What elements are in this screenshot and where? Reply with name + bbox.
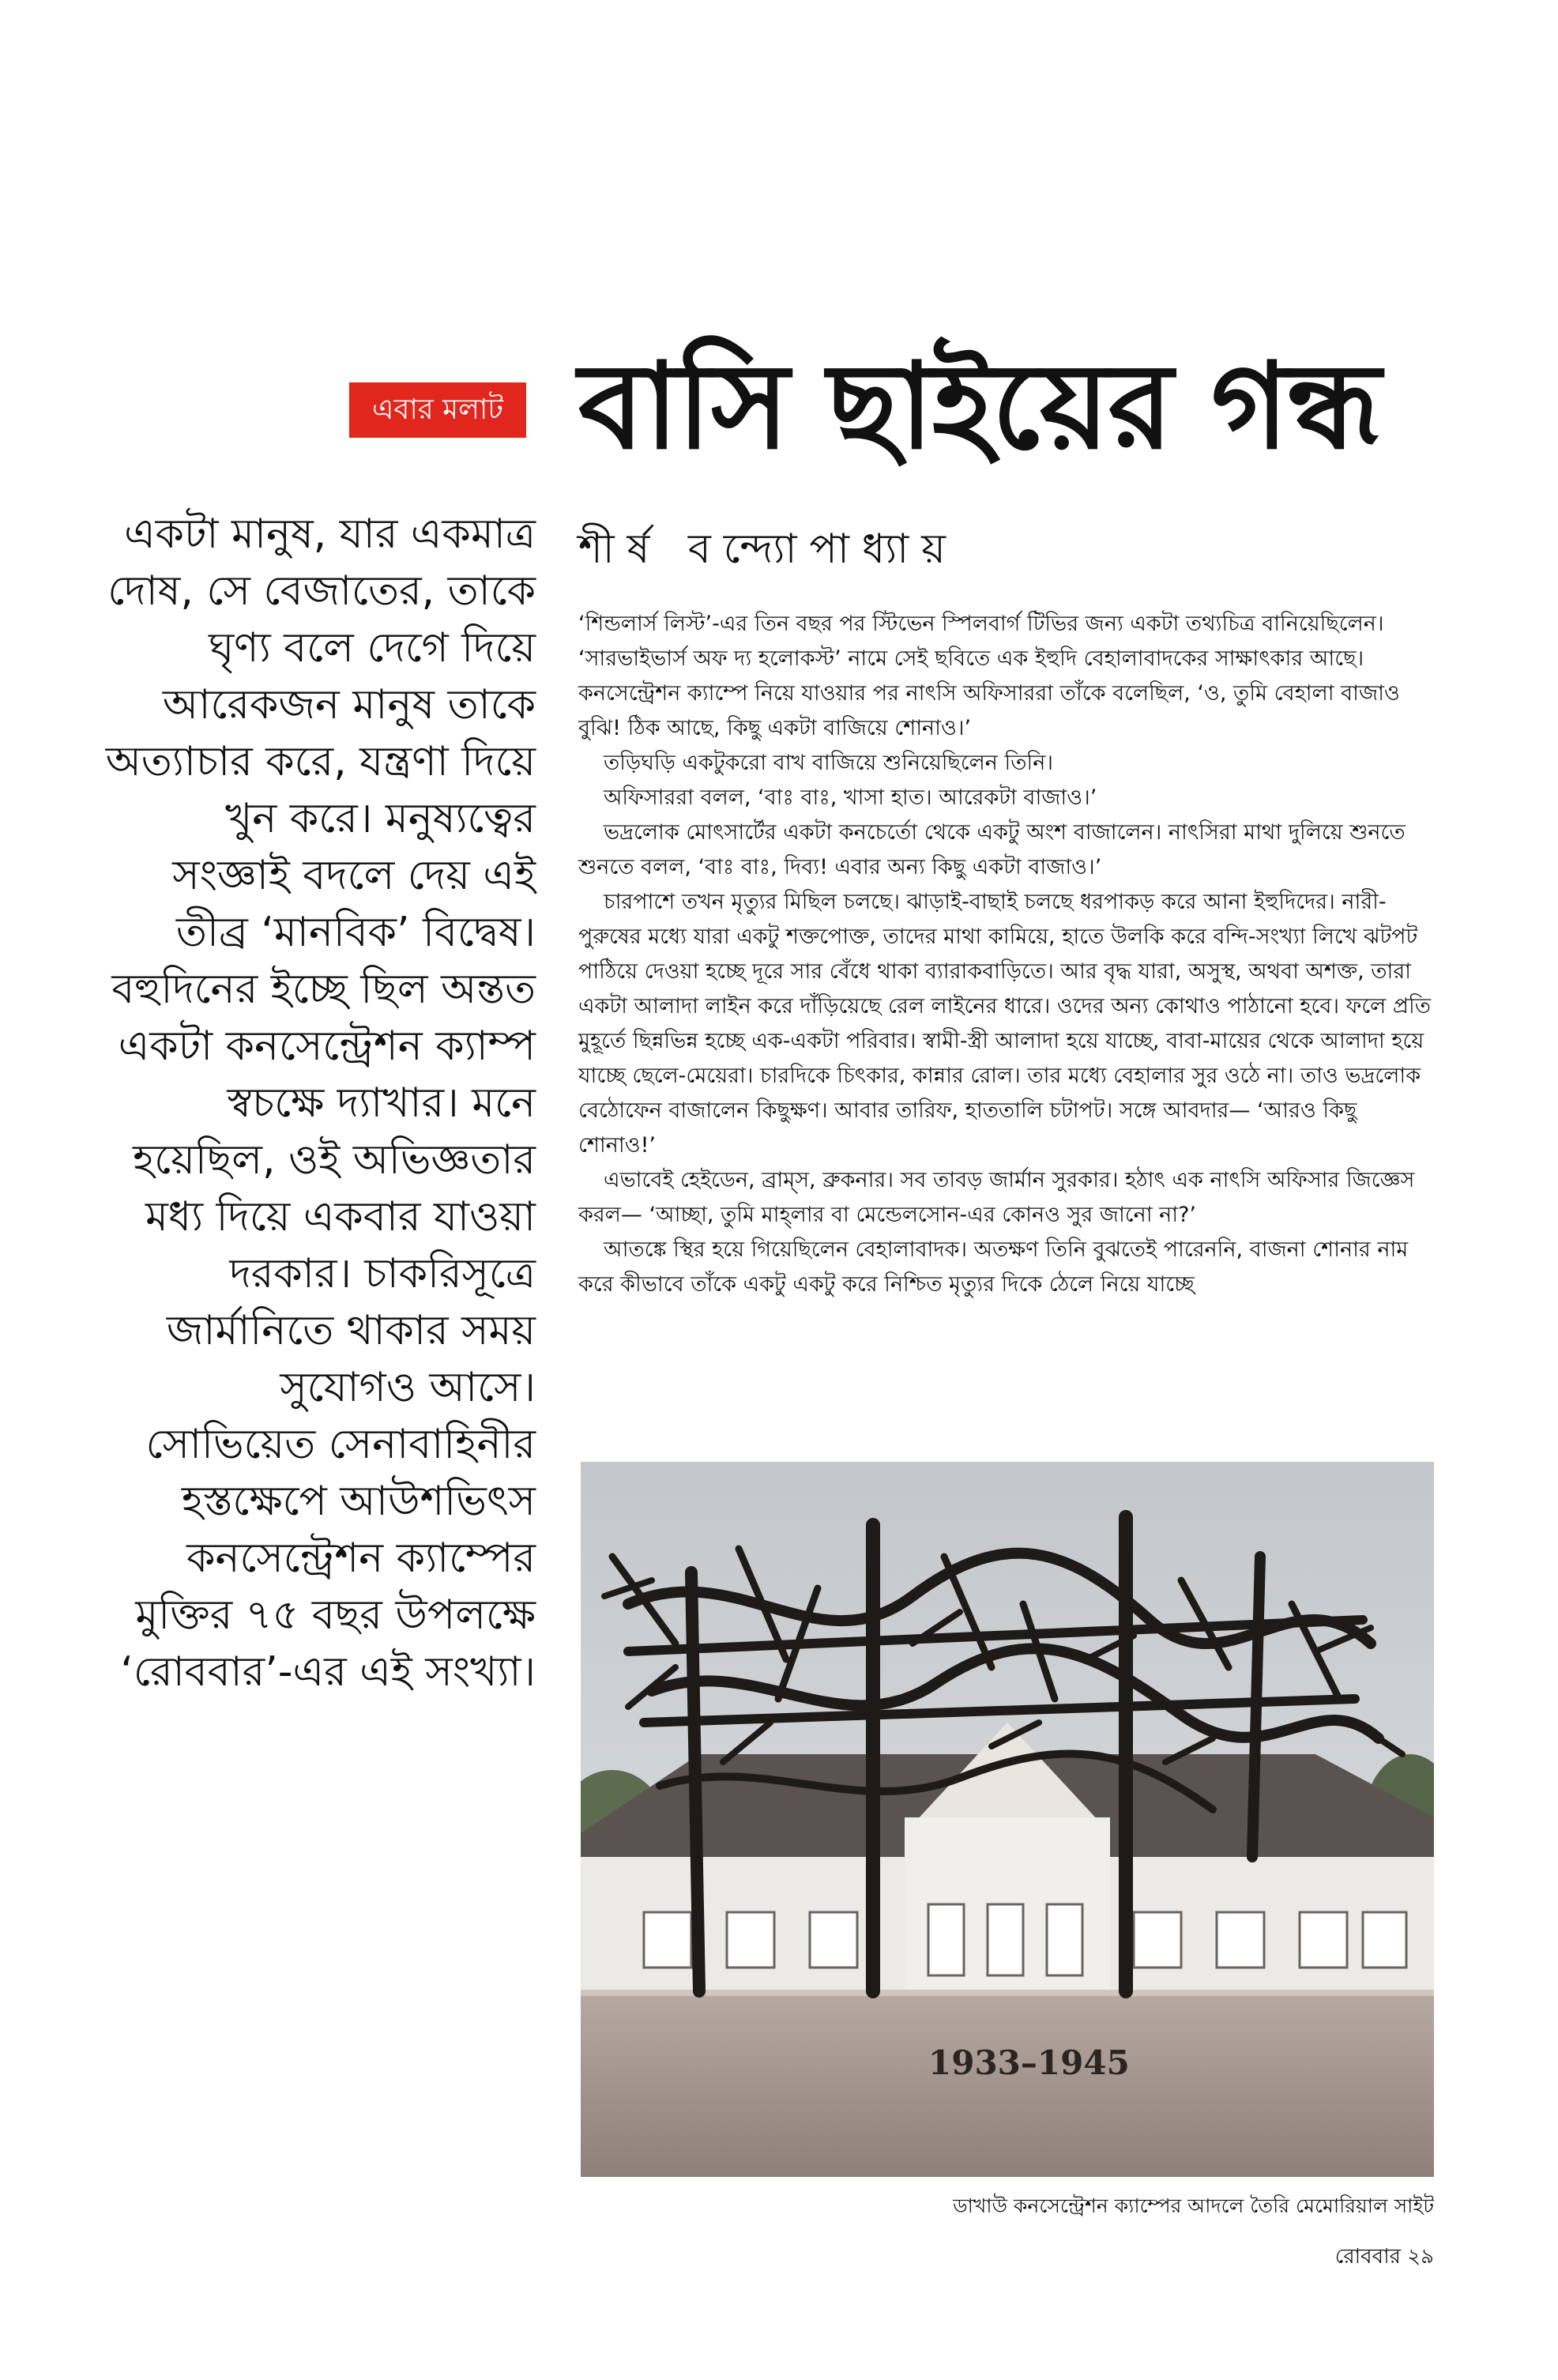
page-number: রোববার ২৯ — [1334, 2245, 1434, 2269]
article-body — [578, 607, 1432, 1302]
body-paragraph: তড়িঘড়ি একটুকরো বাখ বাজিয়ে শুনিয়েছিলেন তিনি। — [604, 751, 1053, 775]
section-badge: এবার মলাট — [349, 382, 526, 438]
memorial-photo — [581, 1462, 1434, 2177]
intro-standfirst: একটা মানুষ, যার একমাত্র দোষ, সে বেজাতের, তাকে ঘৃণ্য বলে দেগে দিয়ে আরেকজন মানুষ তাকে অত্যাচার করে, যন্ত্রণা দিয়ে খুন করে। মনুষ্যত্বের সংজ্ঞাই বদলে দেয় এই তীব্র ‘মানবিক’ বিদ্বেষ। বহুদিনের ইচ্ছে ছিল অন্তত একটা কনসেন্ট্রেশন ক্যাম্প স্বচক্ষে দ্যাখার। মনে হয়েছিল, ওই অভিজ্ঞতার মধ্য দিয়ে একবার যাওয়া দরকার। চাকরিসূত্রে জার্মানিতে থাকার সময় সুযোগও আসে। সোভিয়েত সেনাবাহিনীর হস্তক্ষেপে আউশভিৎস কনসেন্ট্রেশন ক্যাম্পের মুক্তির ৭৫ বছর উপলক্ষে ‘রোববার’-এর এই সংখ্যা। — [105, 510, 536, 1696]
body-paragraph: চারপাশে তখন মৃত্যুর মিছিল চলছে। ঝাড়াই-বাছাই চলছে ধরপাকড় করে আনা ইহুদিদের। নারী-পুরুষের মধ্যে যারা একটু শক্তপোক্ত, তাদের মাথা কামিয়ে, হাতে উলকি করে বন্দি-সংখ্যা লিখে ঝটপট পাঠিয়ে দেওয়া হচ্ছে দূরে সার বেঁধে থাকা ব্যারাকবাড়িতে। আর বৃদ্ধ যারা, অসুস্থ, অথবা অশক্ত, তারা একটা আলাদা লাইন করে দাঁড়িয়েছে রেল লাইনের ধারে। ওদের অন্য কোথাও পাঠানো হবে। ফলে প্রতি মুহূর্তে ছিন্নভিন্ন হচ্ছে এক-একটা পরিবার। স্বামী-স্ত্রী আলাদা হয়ে যাচ্ছে, বাবা-মায়ের থেকে আলাদা হয়ে যাচ্ছে ছেলে-মেয়েরা। চারদিকে চিৎকার, কান্নার রোল। তার মধ্যে বেহালার সুর ওঠে না। তাও ভদ্রলোক বেঠোফেন বাজালেন কিছুক্ষণ। আবার তারিফ, হাততালি চটাপট। সঙ্গে আবদার— ‘আরও কিছু শোনাও!’ — [578, 890, 1432, 1158]
body-paragraph: ভদ্রলোক মোৎসার্টের একটা কনচের্তো থেকে একটু অংশ বাজালেন। নাৎসিরা মাথা দুলিয়ে শুনতে শুনতে বলল, ‘বাঃ বাঃ, দিব্য! এবার অন্য কিছু একটা বাজাও।’ — [578, 820, 1406, 879]
wall-inscription: 1933–1945 — [928, 2043, 1130, 2082]
memorial-illustration — [581, 1462, 1434, 2177]
article-title: বাসি ছাইয়ের গন্ধ — [578, 338, 1380, 476]
memorial-wall — [581, 1991, 1434, 2177]
photo-caption: ডাখাউ কনসেন্ট্রেশন ক্যাম্পের আদলে তৈরি মেমোরিয়াল সাইট — [953, 2194, 1434, 2217]
body-paragraph: আতঙ্কে স্থির হয়ে গিয়েছিলেন বেহালাবাদক। অতক্ষণ তিনি বুঝতেই পারেননি, বাজনা শোনার নাম করে কীভাবে তাঁকে একটু একটু করে নিশ্চিত মৃত্যুর দিকে ঠেলে নিয়ে যাচ্ছে — [578, 1237, 1409, 1297]
author-byline: শীর্ষ বন্দ্যোপাধ্যায় — [578, 525, 958, 573]
body-paragraph: ‘শিন্ডলার্স লিস্ট’-এর তিন বছর পর স্টিভেন স্পিলবার্গ টিভির জন্য একটা তথ্যচিত্র বানিয়েছিলেন। ‘সারভাইভার্স অফ দ্য হলোকস্ট’ নামে সেই ছবিতে এক ইহুদি বেহালাবাদকের সাক্ষাৎকার আছে। কনসেন্ট্রেশন ক্যাম্পে নিয়ে যাওয়ার পর নাৎসি অফিসাররা তাঁকে বলেছিল, ‘ও, তুমি বেহালা বাজাও বুঝি! ঠিক আছে, কিছু একটা বাজিয়ে শোনাও।’ — [578, 612, 1400, 740]
body-paragraph: এভাবেই হেইডেন, ব্রাম্‌স, ব্রুকনার। সব তাবড় জার্মান সুরকার। হঠাৎ এক নাৎসি অফিসার জিজ্ঞেস করল— ‘আচ্ছা, তুমি মাহ্‌লার বা মেন্ডেলসোন-এর কোনও সুর জানো না?’ — [578, 1168, 1415, 1227]
body-paragraph: অফিসাররা বলল, ‘বাঃ বাঃ, খাসা হাত। আরেকটা বাজাও।’ — [604, 785, 1097, 810]
